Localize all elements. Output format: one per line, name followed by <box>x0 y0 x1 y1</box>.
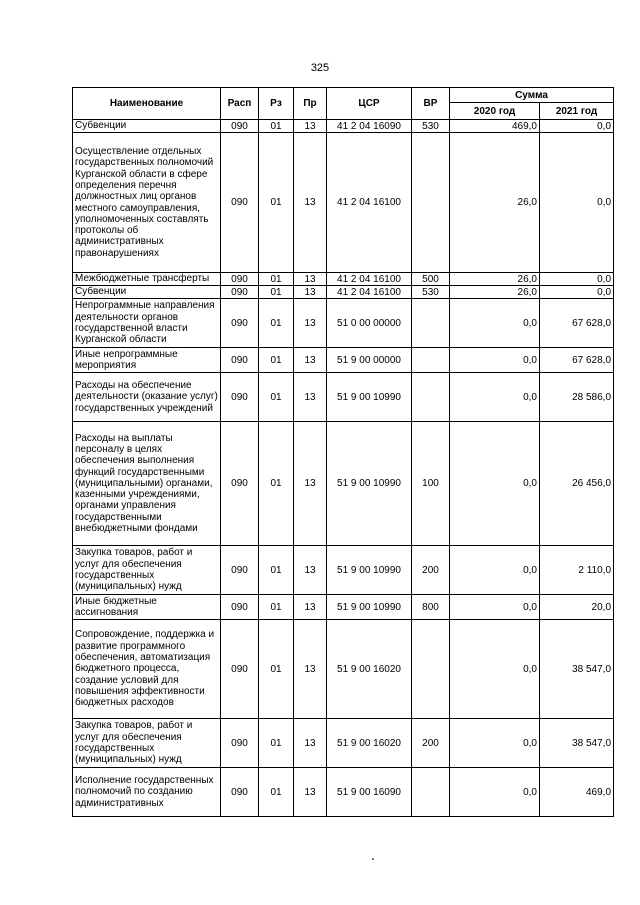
header-csr: ЦСР <box>327 88 412 120</box>
row-2021-cell: 2 110,0 <box>540 546 614 595</box>
row-name-cell: Расходы на выплаты персоналу в целях обеспечения выполнения функций государственными (муниципальными) органами, казенными учреждениями, органами управления государственными внебюджетными фондами <box>73 422 221 546</box>
row-2021-cell: 20,0 <box>540 595 614 620</box>
row-rasp-cell: 090 <box>221 768 259 817</box>
row-pr-cell: 13 <box>294 133 327 273</box>
row-2020-cell: 0,0 <box>450 546 540 595</box>
table-row <box>73 286 614 299</box>
row-csr-cell: 51 9 00 10990 <box>327 546 412 595</box>
row-pr-cell: 13 <box>294 620 327 719</box>
table-row <box>73 768 614 817</box>
row-csr-cell: 41 2 04 16100 <box>327 286 412 299</box>
row-rasp-cell: 090 <box>221 595 259 620</box>
row-pr-cell: 13 <box>294 719 327 768</box>
row-2020-cell: 469,0 <box>450 120 540 133</box>
row-rz-cell: 01 <box>259 133 294 273</box>
budget-table <box>72 87 614 817</box>
row-vr-cell: 500 <box>412 273 450 286</box>
table-row <box>73 273 614 286</box>
row-2021-cell: 67 628,0 <box>540 299 614 348</box>
row-csr-cell: 51 9 00 16020 <box>327 719 412 768</box>
row-name-cell: Иные бюджетные ассигнования <box>73 595 221 620</box>
row-vr-cell <box>412 133 450 273</box>
header-year-2021: 2021 год <box>540 103 614 120</box>
table-row <box>73 373 614 422</box>
row-2020-cell: 26,0 <box>450 286 540 299</box>
row-rz-cell: 01 <box>259 348 294 373</box>
row-rasp-cell: 090 <box>221 620 259 719</box>
row-2020-cell: 0,0 <box>450 348 540 373</box>
row-pr-cell: 13 <box>294 373 327 422</box>
row-vr-cell: 200 <box>412 719 450 768</box>
row-2021-cell: 0,0 <box>540 273 614 286</box>
row-2021-cell: 469,0 <box>540 768 614 817</box>
row-vr-cell <box>412 348 450 373</box>
row-pr-cell: 13 <box>294 273 327 286</box>
row-2021-cell: 38 547,0 <box>540 719 614 768</box>
row-2020-cell: 26,0 <box>450 133 540 273</box>
row-2021-cell: 28 586,0 <box>540 373 614 422</box>
header-sum: Сумма <box>450 88 614 103</box>
table-row <box>73 595 614 620</box>
row-vr-cell <box>412 768 450 817</box>
row-rasp-cell: 090 <box>221 422 259 546</box>
table-row <box>73 422 614 546</box>
row-name-cell: Субвенции <box>73 286 221 299</box>
table-row <box>73 133 614 273</box>
row-rasp-cell: 090 <box>221 273 259 286</box>
header-rz: Рз <box>259 88 294 120</box>
row-2020-cell: 0,0 <box>450 620 540 719</box>
row-rasp-cell: 090 <box>221 546 259 595</box>
table-row <box>73 120 614 133</box>
row-2020-cell: 0,0 <box>450 595 540 620</box>
page-number: 325 <box>310 62 330 74</box>
row-csr-cell: 51 9 00 10990 <box>327 595 412 620</box>
row-name-cell: Иные непрограммные мероприятия <box>73 348 221 373</box>
row-csr-cell: 51 9 00 00000 <box>327 348 412 373</box>
row-rz-cell: 01 <box>259 595 294 620</box>
row-pr-cell: 13 <box>294 768 327 817</box>
row-pr-cell: 13 <box>294 422 327 546</box>
row-name-cell: Закупка товаров, работ и услуг для обеспечения государственных (муниципальных) нужд <box>73 546 221 595</box>
row-pr-cell: 13 <box>294 348 327 373</box>
row-vr-cell <box>412 620 450 719</box>
row-csr-cell: 51 9 00 10990 <box>327 373 412 422</box>
row-csr-cell: 41 2 04 16090 <box>327 120 412 133</box>
row-vr-cell: 800 <box>412 595 450 620</box>
row-rasp-cell: 090 <box>221 299 259 348</box>
row-rasp-cell: 090 <box>221 348 259 373</box>
row-name-cell: Расходы на обеспечение деятельности (оказание услуг) государственных учреждений <box>73 373 221 422</box>
row-2021-cell: 0,0 <box>540 286 614 299</box>
scan-speck <box>372 858 374 860</box>
row-name-cell: Исполнение государственных полномочий по созданию административных <box>73 768 221 817</box>
row-csr-cell: 41 2 04 16100 <box>327 133 412 273</box>
row-vr-cell: 530 <box>412 286 450 299</box>
row-rasp-cell: 090 <box>221 373 259 422</box>
row-rz-cell: 01 <box>259 273 294 286</box>
row-vr-cell: 200 <box>412 546 450 595</box>
row-rz-cell: 01 <box>259 373 294 422</box>
row-rz-cell: 01 <box>259 620 294 719</box>
header-pr: Пр <box>294 88 327 120</box>
table-row <box>73 299 614 348</box>
row-rasp-cell: 090 <box>221 286 259 299</box>
row-pr-cell: 13 <box>294 120 327 133</box>
row-rasp-cell: 090 <box>221 133 259 273</box>
row-pr-cell: 13 <box>294 299 327 348</box>
row-2020-cell: 26,0 <box>450 273 540 286</box>
header-vr: ВР <box>412 88 450 120</box>
row-name-cell: Закупка товаров, работ и услуг для обеспечения государственных (муниципальных) нужд <box>73 719 221 768</box>
row-2021-cell: 67 628,0 <box>540 348 614 373</box>
row-rz-cell: 01 <box>259 719 294 768</box>
row-rz-cell: 01 <box>259 768 294 817</box>
row-name-cell: Субвенции <box>73 120 221 133</box>
row-csr-cell: 51 9 00 10990 <box>327 422 412 546</box>
row-pr-cell: 13 <box>294 546 327 595</box>
row-2021-cell: 0,0 <box>540 120 614 133</box>
row-2020-cell: 0,0 <box>450 768 540 817</box>
row-2020-cell: 0,0 <box>450 719 540 768</box>
row-csr-cell: 51 0 00 00000 <box>327 299 412 348</box>
row-rz-cell: 01 <box>259 546 294 595</box>
header-name: Наименование <box>73 88 221 120</box>
row-rz-cell: 01 <box>259 120 294 133</box>
row-2021-cell: 38 547,0 <box>540 620 614 719</box>
table-row <box>73 546 614 595</box>
row-name-cell: Осуществление отдельных государственных полномочий Курганской области в сфере определения перечня должностных лиц органов местного самоуправления, уполномоченных составлять протоколы об административных правонарушениях <box>73 133 221 273</box>
table-row <box>73 348 614 373</box>
row-rasp-cell: 090 <box>221 120 259 133</box>
row-vr-cell <box>412 299 450 348</box>
row-vr-cell <box>412 373 450 422</box>
row-rz-cell: 01 <box>259 422 294 546</box>
header-rasp: Расп <box>221 88 259 120</box>
row-csr-cell: 51 9 00 16090 <box>327 768 412 817</box>
row-2021-cell: 0,0 <box>540 133 614 273</box>
row-2020-cell: 0,0 <box>450 422 540 546</box>
table-row <box>73 620 614 719</box>
row-2020-cell: 0,0 <box>450 373 540 422</box>
table-row <box>73 719 614 768</box>
row-name-cell: Сопровождение, поддержка и развитие программного обеспечения, автоматизация бюджетного процесса, создание условий для повышения эффективности бюджетных расходов <box>73 620 221 719</box>
row-csr-cell: 51 9 00 16020 <box>327 620 412 719</box>
table-header <box>73 88 614 120</box>
row-pr-cell: 13 <box>294 286 327 299</box>
table-body <box>73 120 614 817</box>
row-vr-cell: 530 <box>412 120 450 133</box>
row-csr-cell: 41 2 04 16100 <box>327 273 412 286</box>
header-year-2020: 2020 год <box>450 103 540 120</box>
row-2020-cell: 0,0 <box>450 299 540 348</box>
row-name-cell: Непрограммные направления деятельности органов государственной власти Курганской области <box>73 299 221 348</box>
row-vr-cell: 100 <box>412 422 450 546</box>
row-pr-cell: 13 <box>294 595 327 620</box>
row-rz-cell: 01 <box>259 286 294 299</box>
row-rz-cell: 01 <box>259 299 294 348</box>
row-name-cell: Межбюджетные трансферты <box>73 273 221 286</box>
row-rasp-cell: 090 <box>221 719 259 768</box>
row-2021-cell: 26 456,0 <box>540 422 614 546</box>
